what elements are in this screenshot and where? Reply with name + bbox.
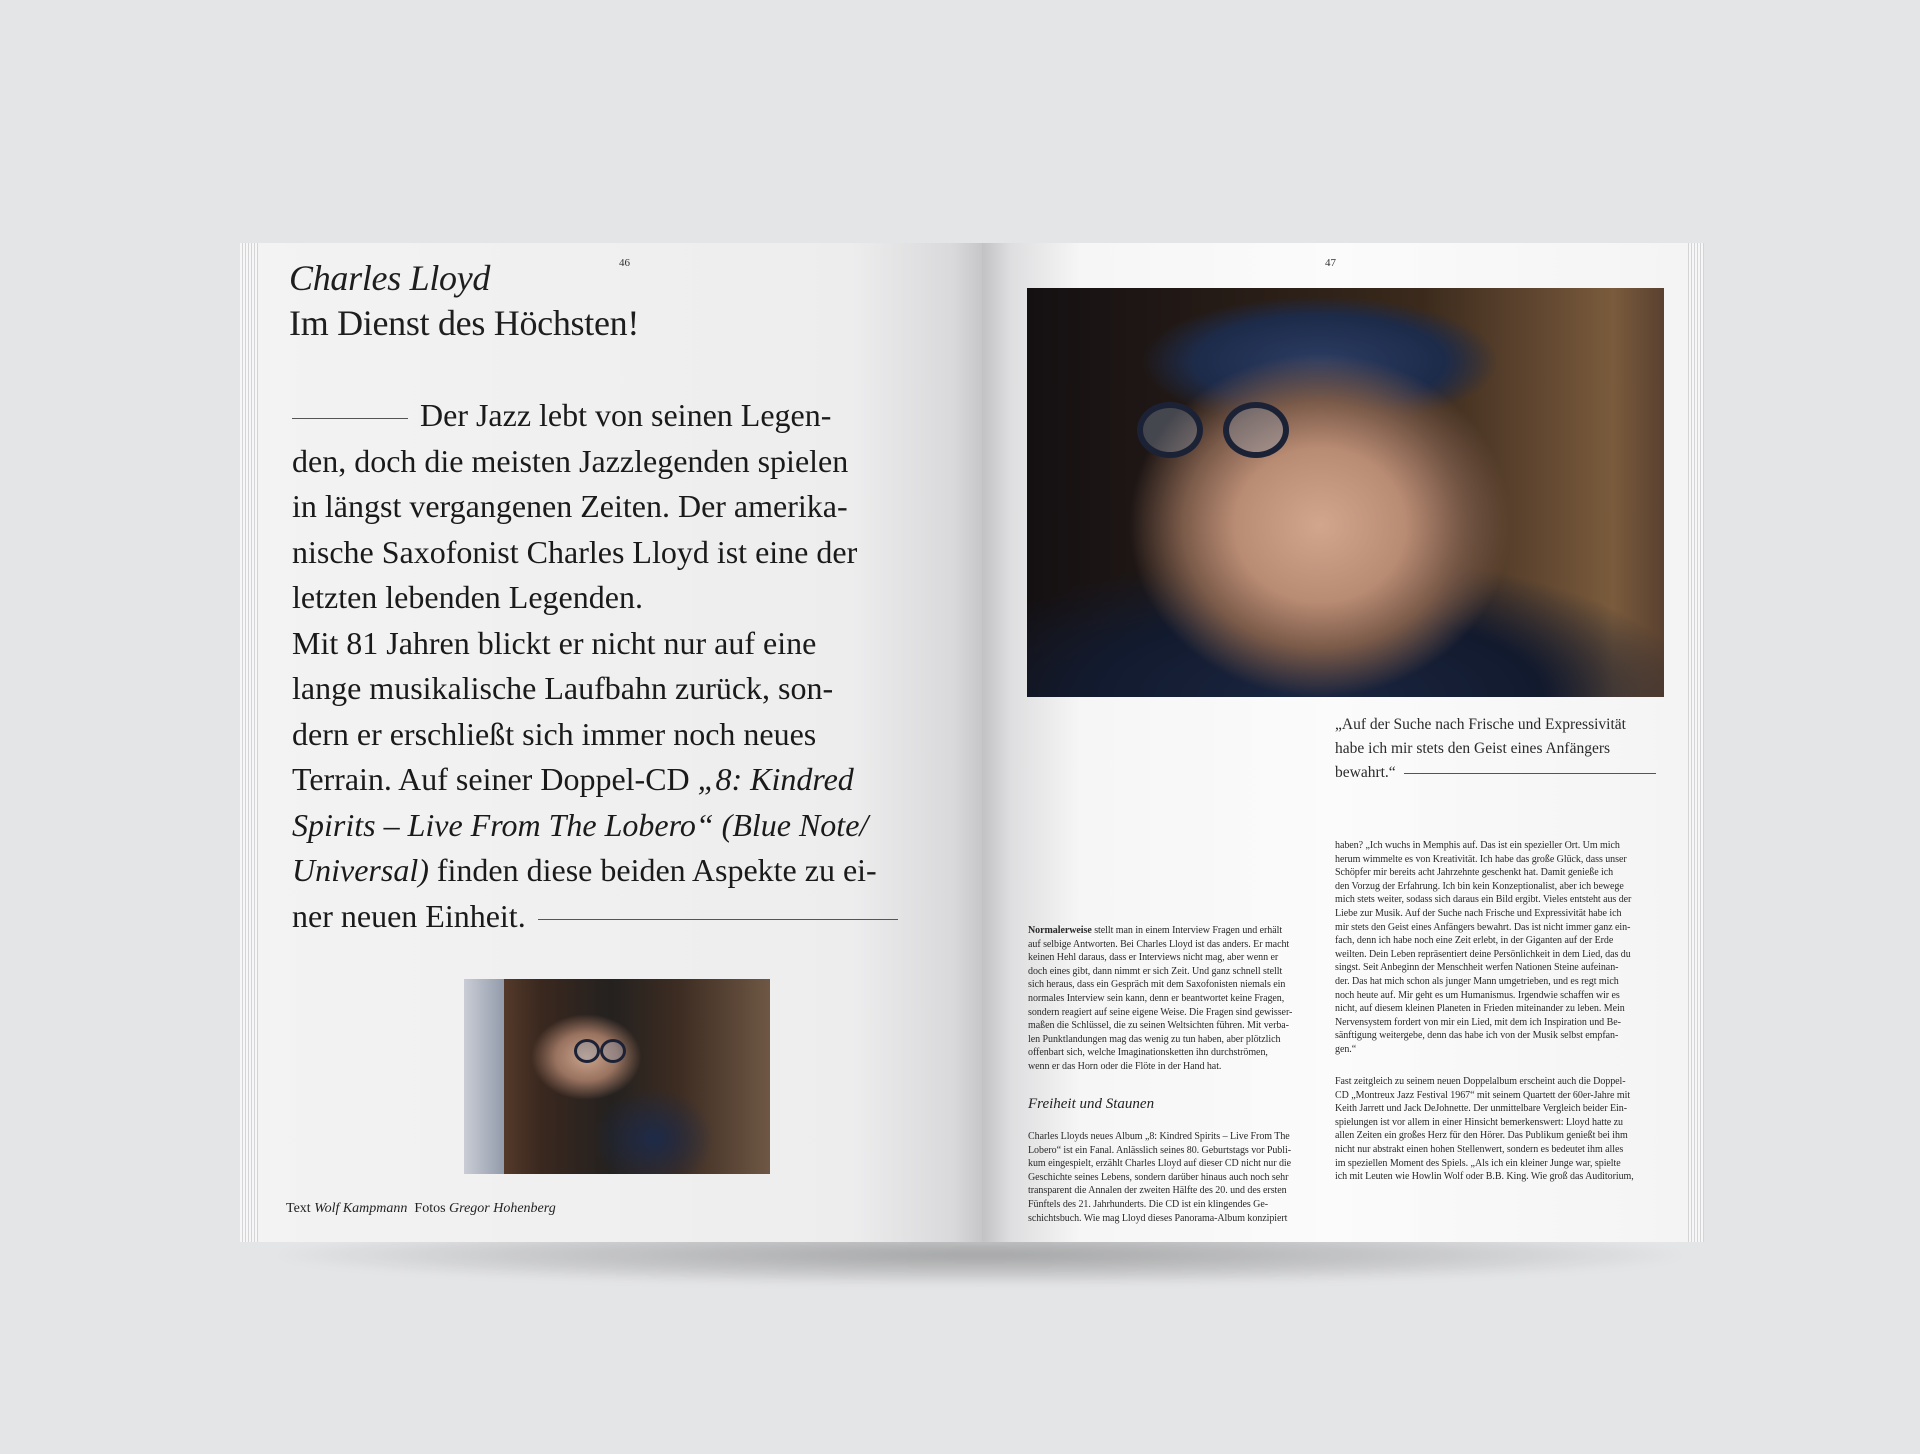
- article-title-subtitle: Im Dienst des Höchsten!: [289, 303, 640, 343]
- body-line: ich mit Leuten wie Howlin Wolf oder B.B. King. Wie groß das Auditorium,: [1335, 1171, 1634, 1183]
- lead-line: Mit 81 Jahren blickt er nicht nur auf eine: [292, 624, 817, 661]
- pull-quote: [1335, 713, 1665, 785]
- pull-quote-rule: [1404, 773, 1656, 774]
- body-line: wenn er das Horn oder die Flöte in der Hand hat.: [1028, 1060, 1222, 1072]
- lead-text: ner neuen Einheit.: [292, 897, 526, 934]
- glasses-lens-left: [574, 1039, 600, 1063]
- lead-rule-end: [538, 919, 898, 920]
- lead-rule-start: [292, 418, 408, 419]
- body-line: doch eines gibt, dann nimmt er sich Zeit. Und ganz schnell stellt: [1028, 965, 1283, 977]
- body-line: Geschichte seines Lebens, sondern darüber hinaus auch noch sehr: [1028, 1171, 1289, 1183]
- body-line: sich heraus, dass ein Gespräch mit dem Saxofonisten niemals ein: [1028, 979, 1286, 991]
- credit-photo-label: Fotos: [414, 1201, 446, 1216]
- credit-photographer: Gregor Hohenberg: [449, 1201, 556, 1216]
- body-line: offenbart sich, welche Imaginationsketten ihn durchströmen,: [1028, 1047, 1268, 1059]
- photo-window-light: [464, 979, 504, 1174]
- body-line: maßen die Schlüssel, die zu seinen Weltsichten führen. Mit verba-: [1028, 1020, 1289, 1032]
- body-line: fach, denn ich habe noch eine Zeit erlebt, in der Giganten auf der Erde: [1335, 935, 1614, 947]
- body-line: sänftigung weitergebe, denn das habe ich von der Musik selbst empfan-: [1335, 1030, 1619, 1042]
- body-column-1: [1028, 924, 1318, 1074]
- label-text: Universal): [292, 852, 429, 888]
- album-title-text: „8: Kindred: [697, 761, 854, 797]
- body-line: im speziellen Moment des Spiels. „Als ich ein kleiner Junge war, spielte: [1335, 1157, 1621, 1169]
- body-column-2-continued: [1335, 1075, 1665, 1184]
- body-line: weilten. Dein Leben repräsentiert deine Persönlichkeit in dem Lied, das du: [1335, 948, 1631, 960]
- credits-line: [286, 1201, 556, 1217]
- body-line: keinen Hehl daraus, dass er Interviews nicht mag, aber wenn er: [1028, 952, 1279, 964]
- body-line: Nervensystem fordert von mir ein Lied, mit dem ich Inspiration und Be-: [1335, 1016, 1621, 1028]
- glasses-lens-right: [600, 1039, 626, 1063]
- lead-text: finden diese beiden Aspekte zu ei-: [428, 852, 877, 888]
- body-line: Liebe zur Musik. Auf der Suche nach Frische und Expressivität habe ich: [1335, 907, 1622, 919]
- body-line: gen.“: [1335, 1043, 1357, 1055]
- body-column-1-continued: [1028, 1130, 1318, 1225]
- lead-line: lange musikalische Laufbahn zurück, son-: [292, 670, 834, 706]
- lead-line: [292, 848, 932, 894]
- body-line: CD „Montreux Jazz Festival 1967“ mit seinem Quartett der 60er-Jahre mit: [1335, 1089, 1631, 1101]
- page-number-left: 46: [619, 257, 630, 269]
- lead-text: Der Jazz lebt von seinen Legen-: [420, 397, 832, 433]
- body-line: kum eingespielt, erzählt Charles Lloyd auf dieser CD nicht nur die: [1028, 1158, 1292, 1170]
- body-line: sondern reagiert auf seine eigene Weise. Die Fragen sind gewisser-: [1028, 1006, 1293, 1018]
- pull-quote-line: habe ich mir stets den Geist eines Anfängers: [1335, 740, 1611, 757]
- credit-author: Wolf Kampmann: [314, 1201, 408, 1216]
- body-line: schichtsbuch. Wie mag Lloyd dieses Panorama-Album konzipiert: [1028, 1212, 1288, 1224]
- article-title-name: Charles Lloyd: [289, 258, 491, 298]
- glasses-lens-left: [1137, 402, 1203, 458]
- section-subheading: Freiheit und Staunen: [1028, 1096, 1155, 1112]
- page-number-right: 47: [1325, 257, 1336, 269]
- lead-line: dern er erschließt sich immer noch neues: [292, 715, 817, 752]
- body-line: allen Zeiten ein großes Herz für den Hörer. Das Publikum genießt bei ihm: [1335, 1130, 1628, 1142]
- body-line: len Punktlandungen mag das wenig zu tun haben, aber plötzlich: [1028, 1033, 1281, 1045]
- lead-line: letzten lebenden Legenden.: [292, 579, 643, 615]
- body-column-2: [1335, 839, 1665, 1057]
- portrait-photo-small: [464, 979, 770, 1174]
- lead-paragraph: [292, 393, 932, 939]
- body-line: nicht, auf diesem kleinen Planeten in Frieden miteinander zu leben. Mein: [1335, 1003, 1625, 1015]
- lead-line: [292, 757, 932, 803]
- left-page: [258, 243, 982, 1242]
- body-line: Fünftels des 21. Jahrhunderts. Die CD ist ein klingendes Ge-: [1028, 1198, 1269, 1210]
- credit-text-label: Text: [286, 1201, 311, 1216]
- body-line: Lobero“ ist ein Fanal. Anlässlich seines 80. Geburtstags vor Publi-: [1028, 1144, 1291, 1156]
- body-line: haben? „Ich wuchs in Memphis auf. Das ist ein spezieller Ort. Um mich: [1335, 840, 1620, 851]
- album-title-line: Spirits – Live From The Lobero“ (Blue Note/: [292, 806, 869, 843]
- body-line: auf selbige Antworten. Bei Charles Lloyd ist das anders. Er macht: [1028, 938, 1290, 950]
- page-stack-right: [1688, 243, 1704, 1242]
- lead-text: Terrain. Auf seiner Doppel-CD: [292, 761, 698, 797]
- body-line: nicht nur abstrakt einen hohen Stellenwert, sondern es bedeutet ihm alles: [1335, 1143, 1624, 1155]
- body-line: singst. Seit Anbeginn der Menschheit werfen Nationen Steine aufeinan-: [1335, 962, 1619, 974]
- pull-quote-line: „Auf der Suche nach Frische und Expressivität: [1335, 716, 1626, 733]
- body-line: mir stets den Geist eines Anfängers bewahrt. Das ist nicht immer ganz ein-: [1335, 921, 1631, 933]
- lead-line: den, doch die meisten Jazzlegenden spielen: [292, 442, 849, 479]
- lead-line: in längst vergangenen Zeiten. Der amerika-: [292, 488, 848, 524]
- body-line: Fast zeitgleich zu seinem neuen Doppelalbum erscheint auch die Doppel-: [1335, 1076, 1626, 1087]
- lead-line: nische Saxofonist Charles Lloyd ist eine der: [292, 533, 858, 570]
- portrait-photo-large: [1027, 288, 1664, 697]
- pull-quote-text: bewahrt.“: [1335, 764, 1396, 781]
- body-line: den Vorzug der Erfahrung. Ich bin kein Konzeptionalist, aber ich bewege: [1335, 880, 1624, 892]
- body-text: stellt man in einem Interview Fragen und erhält: [1091, 925, 1283, 936]
- pull-quote-line: [1335, 761, 1665, 785]
- lead-line: [292, 393, 932, 439]
- body-line: [1028, 924, 1318, 938]
- lead-line: [292, 894, 932, 940]
- body-line: Charles Lloyds neues Album „8: Kindred Spirits – Live From The: [1028, 1131, 1290, 1142]
- right-page: [982, 243, 1688, 1242]
- body-line: der. Das hat mich schon als junger Mann umgetrieben, und es regt mich: [1335, 975, 1619, 987]
- body-line: transparent die Annalen der zweiten Hälfte des 20. und des ersten: [1028, 1185, 1287, 1197]
- body-line: mich stets weiter, sodass sich daraus ein Bild ergibt. Vieles entsteht aus der: [1335, 894, 1632, 906]
- body-line: herum wimmelte es von Kreativität. Ich habe das große Glück, dass unser: [1335, 853, 1627, 865]
- body-line: Schöpfer mir bereits acht Jahrzehnte geschenkt hat. Damit genieße ich: [1335, 867, 1614, 879]
- body-line: noch heute auf. Mir geht es um Humanismus. Irgendwie schaffen wir es: [1335, 989, 1620, 1001]
- body-line: normales Interview sein kann, denn er beantwortet keine Fragen,: [1028, 992, 1285, 1004]
- lead-in-word: Normalerweise: [1028, 925, 1092, 936]
- body-line: spielungen ist vor allem in einer Hinsicht bemerkenswert: Lloyd hatte zu: [1335, 1116, 1623, 1128]
- body-line: Keith Jarrett und Jack DeJohnette. Der unmittelbare Vergleich beider Ein-: [1335, 1103, 1627, 1115]
- glasses-lens-right: [1223, 402, 1289, 458]
